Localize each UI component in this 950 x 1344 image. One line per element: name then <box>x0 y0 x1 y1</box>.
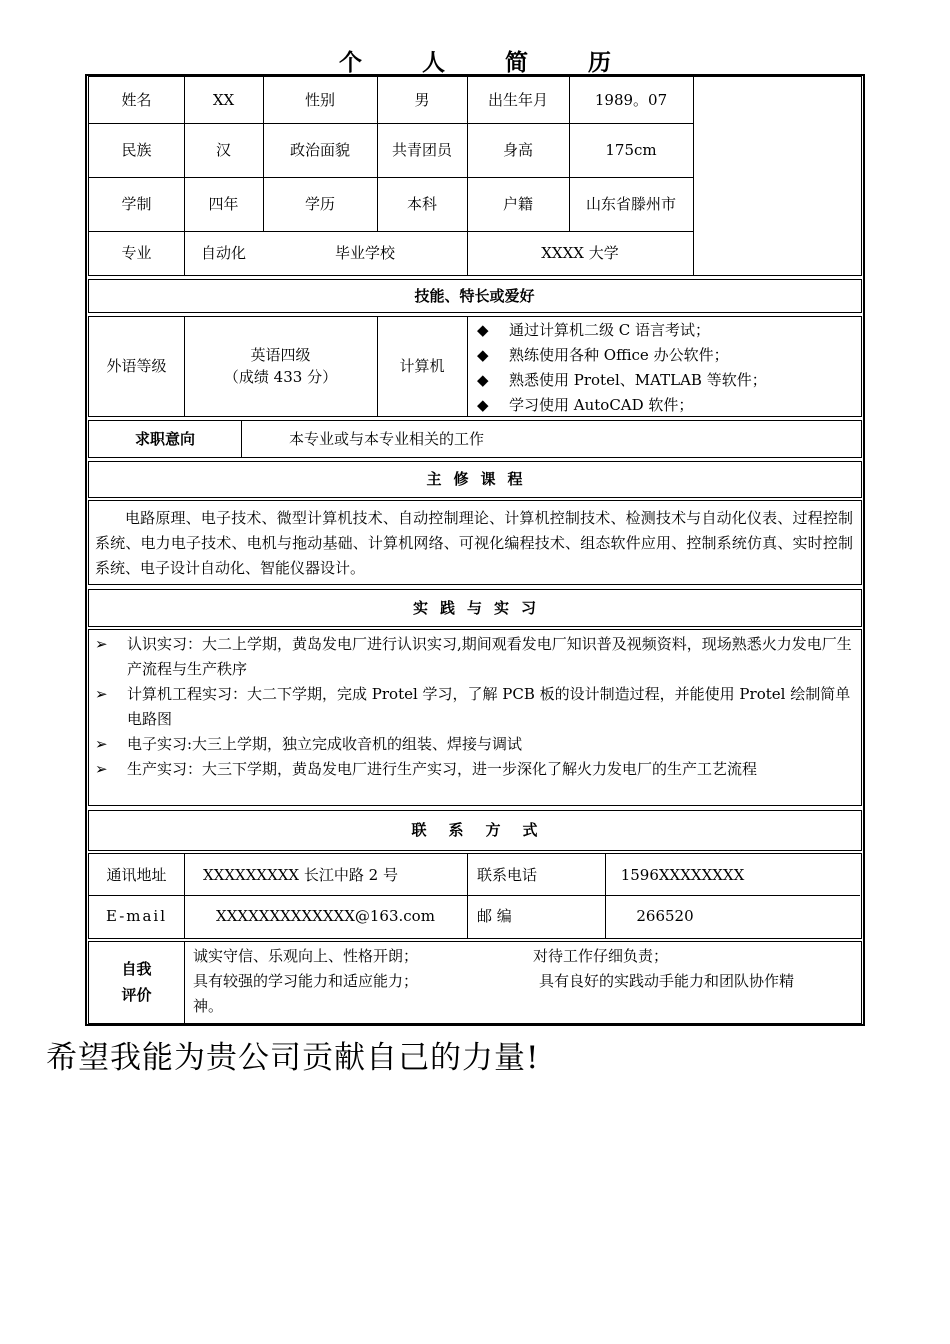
arrow-bullet-icon: ➢ <box>95 685 108 703</box>
hukou-value: 山东省滕州市 <box>585 195 676 213</box>
phone-value: 1596XXXXXXXX <box>620 865 745 884</box>
practice-list <box>95 632 855 782</box>
self-eval-line: 诚实守信、乐观向上、性格开朗； <box>193 947 419 965</box>
self-eval-line: 神。 <box>193 997 224 1015</box>
address-label: 通讯地址 <box>106 865 167 884</box>
contact-heading-row <box>88 810 862 851</box>
objective-label: 求职意向 <box>134 429 195 448</box>
courses-text: 电路原理、电子技术、微型计算机技术、自动控制理论、计算机控制技术、检测技术与自动化仪表、过程控制系统、电力电子技术、电机与拖动基础、计算机网络、可视化编程技术、组态软件应用、控制系统仿真、实时控制系统、电子设计自动化、智能仪器设计。 <box>95 509 853 577</box>
ethnic-value: 汉 <box>215 141 231 159</box>
height-value: 175cm <box>605 141 657 159</box>
practice-body <box>88 629 862 806</box>
self-eval-line: 具有较强的学习能力和适应能力； <box>193 972 419 990</box>
email-label: E-mail <box>105 907 168 925</box>
list-item: ◆ 通过计算机二级 C 语言考试； <box>477 318 857 343</box>
list-item: ➢ 认识实习：大二上学期，黄岛发电厂进行认识实习,期间观看发电厂知识普及视频资料，现场熟悉火力发电厂生产流程与生产秩序 <box>95 632 855 682</box>
degree-label: 学历 <box>304 195 335 213</box>
birth-value: 1989。07 <box>594 91 668 109</box>
objective-row <box>88 420 862 458</box>
list-item: ◆ 熟练使用各种 Office 办公软件； <box>477 343 857 368</box>
school-label: 毕业学校 <box>334 244 395 262</box>
email-value: XXXXXXXXXXXXX@163.com <box>216 907 435 925</box>
diamond-bullet-icon: ◆ <box>477 346 489 364</box>
diamond-bullet-icon: ◆ <box>477 371 489 389</box>
language-score: （成绩 433 分） <box>223 368 338 386</box>
self-eval-label: 自我 评价 <box>121 960 152 1004</box>
contact-heading: 联系方式 <box>411 821 560 839</box>
skills-heading: 技能、特长或爱好 <box>414 286 535 305</box>
language-level: 英语四级 <box>250 346 311 364</box>
list-item: ➢ 生产实习：大三下学期，黄岛发电厂进行生产实习，进一步深化了解火力发电厂的生产工艺流程 <box>95 757 855 782</box>
major-label: 专业 <box>121 244 152 262</box>
list-item: ➢ 电子实习:大三上学期，独立完成收音机的组装、焊接与调试 <box>95 732 855 757</box>
self-eval-line: 具有良好的实践动手能力和团队协作精 <box>539 972 795 990</box>
name-value: XX <box>212 91 235 109</box>
skills-table <box>88 316 862 417</box>
gender-value: 男 <box>414 91 430 109</box>
hukou-label: 户籍 <box>502 195 533 213</box>
objective-value: 本专业或与本专业相关的工作 <box>289 429 485 448</box>
political-label: 政治面貌 <box>289 141 350 159</box>
language-value <box>184 317 377 415</box>
political-value: 共青团员 <box>391 141 452 159</box>
name-label: 姓名 <box>121 91 152 109</box>
diamond-bullet-icon: ◆ <box>477 321 489 339</box>
self-eval-text <box>193 944 858 1019</box>
list-item: ◆ 学习使用 AutoCAD 软件； <box>477 393 857 418</box>
basic-info-table <box>88 76 862 276</box>
school-value: XXXX 大学 <box>541 244 619 262</box>
zip-label: 邮 编 <box>477 907 512 925</box>
schooling-label: 学制 <box>121 195 152 213</box>
gender-label: 性别 <box>304 91 335 109</box>
arrow-bullet-icon: ➢ <box>95 760 108 778</box>
arrow-bullet-icon: ➢ <box>95 635 108 653</box>
height-label: 身高 <box>502 141 533 159</box>
practice-heading: 实践与实习 <box>412 598 548 617</box>
self-eval-table <box>88 941 862 1024</box>
skills-heading-row <box>88 279 862 313</box>
list-item: ◆ 熟悉使用 Protel、MATLAB 等软件； <box>477 368 857 393</box>
computer-label: 计算机 <box>399 357 445 375</box>
schooling-value: 四年 <box>208 195 239 213</box>
degree-value: 本科 <box>406 195 437 213</box>
zip-value: 266520 <box>636 907 694 925</box>
courses-heading: 主修课程 <box>426 470 535 488</box>
practice-heading-row <box>88 589 862 627</box>
courses-heading-row <box>88 461 862 498</box>
birth-label: 出生年月 <box>487 91 548 109</box>
major-value: 自动化 <box>200 244 246 262</box>
self-eval-line: 对待工作仔细负责； <box>533 947 669 965</box>
address-value: XXXXXXXXX 长江中路 2 号 <box>203 865 398 884</box>
closing-statement: 希望我能为贵公司贡献自己的力量! <box>46 1040 540 1076</box>
contact-table <box>88 853 862 939</box>
courses-body <box>88 500 862 585</box>
phone-label: 联系电话 <box>477 865 538 884</box>
diamond-bullet-icon: ◆ <box>477 396 489 414</box>
list-item: ➢ 计算机工程实习：大二下学期，完成 Protel 学习，了解 PCB 板的设计制造过程，并能使用 Protel 绘制简单电路图 <box>95 682 855 732</box>
ethnic-label: 民族 <box>121 141 152 159</box>
language-label: 外语等级 <box>106 357 167 375</box>
computer-skills-list <box>477 318 857 418</box>
page-title: 个 人 简 历 <box>338 49 638 76</box>
arrow-bullet-icon: ➢ <box>95 735 108 753</box>
